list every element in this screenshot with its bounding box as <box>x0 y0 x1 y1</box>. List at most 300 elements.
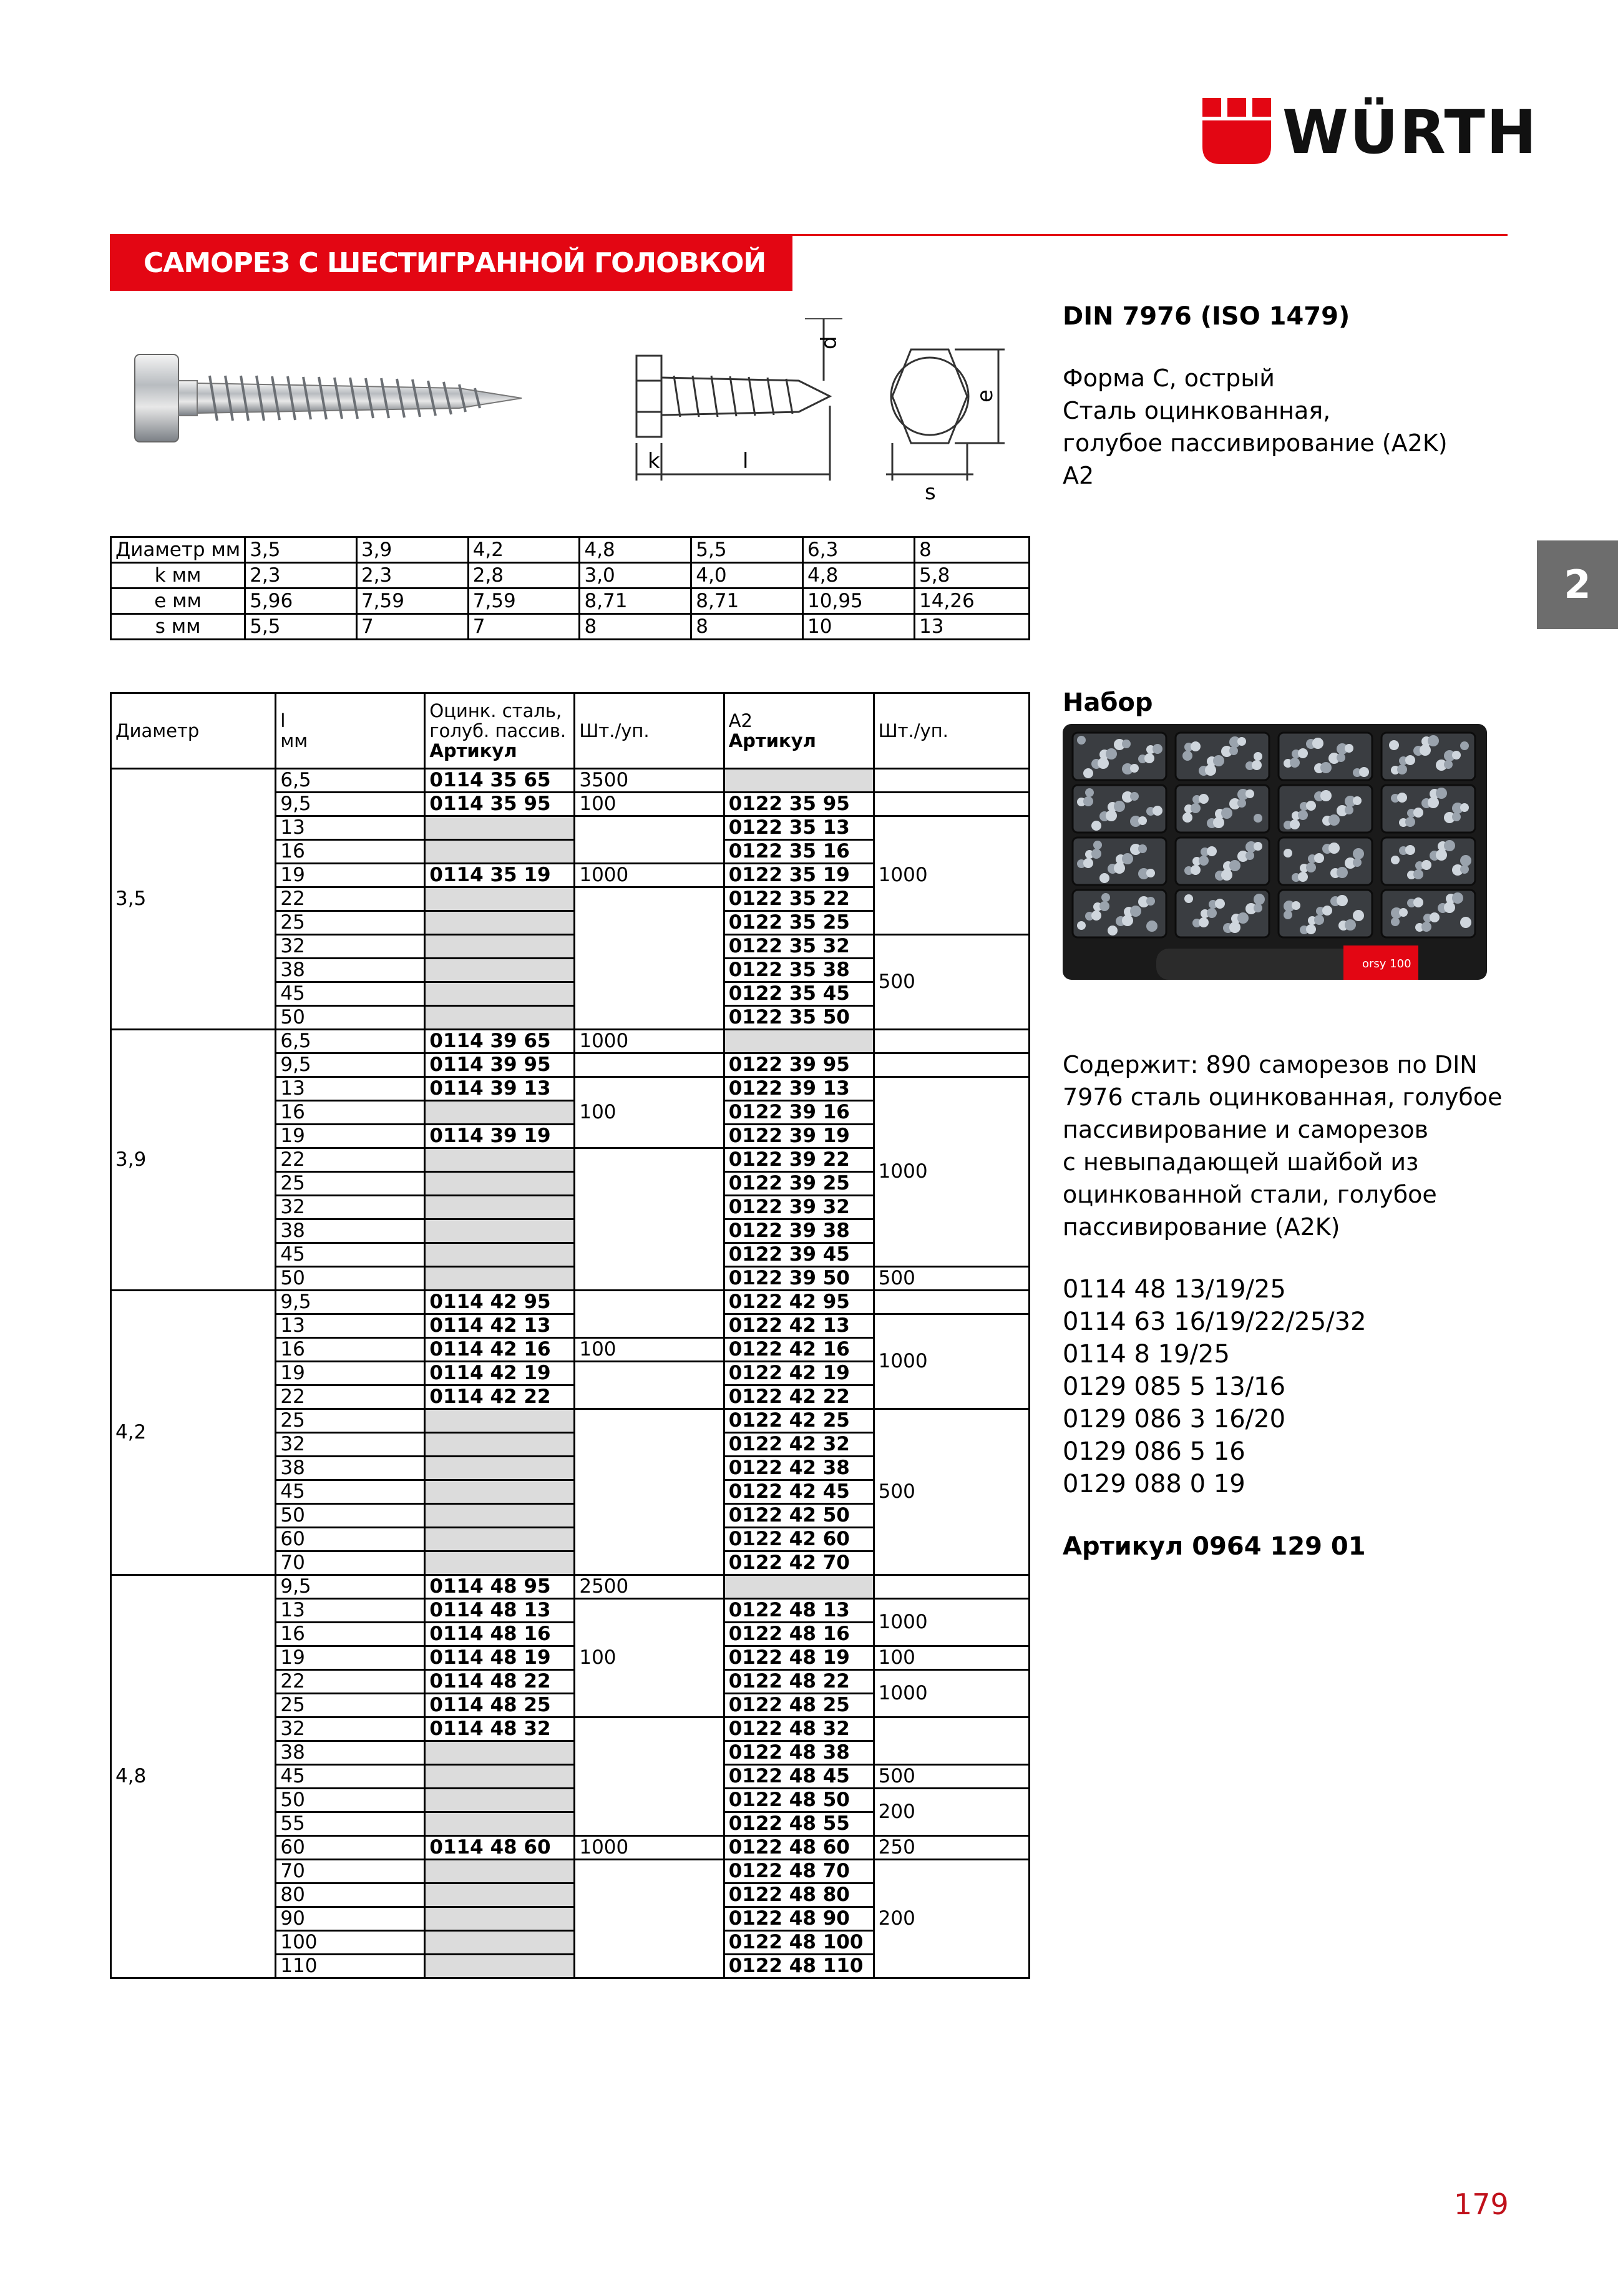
steel-article-cell <box>425 1267 575 1291</box>
a2-article-cell: 0122 35 95 <box>724 793 874 816</box>
screw-head-shape <box>1460 865 1469 874</box>
screw-head-shape <box>1199 856 1209 866</box>
a2-qty-cell <box>874 1717 1029 1765</box>
steel-article-cell: 0114 48 32 <box>425 1717 575 1741</box>
length-cell: 6,5 <box>276 1030 425 1053</box>
length-cell: 19 <box>276 1646 425 1670</box>
length-cell: 32 <box>276 935 425 959</box>
dim-d-label: d <box>817 336 842 349</box>
spec-cell: 8 <box>580 614 691 640</box>
assortment-case-image <box>1063 724 1499 992</box>
screw-head-shape <box>1199 794 1209 804</box>
steel-article-cell: 0114 48 60 <box>425 1836 575 1860</box>
a2-qty-cell: 500 <box>874 1409 1029 1575</box>
a2-article-cell: 0122 48 60 <box>724 1836 874 1860</box>
a2-article-cell: 0122 35 32 <box>724 935 874 959</box>
screw-head-shape <box>1122 853 1133 864</box>
spec-cell: 5,5 <box>691 537 803 563</box>
steel-article-cell <box>425 1765 575 1789</box>
a2-qty-cell: 1000 <box>874 1077 1029 1267</box>
length-cell: 60 <box>276 1836 425 1860</box>
a2-qty-cell <box>874 793 1029 816</box>
a2-article-cell: 0122 35 38 <box>724 959 874 982</box>
a2-article-cell: 0122 48 55 <box>724 1812 874 1836</box>
screw-head-shape <box>1292 901 1300 910</box>
a2-article-cell: 0122 42 13 <box>724 1314 874 1338</box>
article-table <box>110 692 1030 1979</box>
spec-cell: 4,8 <box>580 537 691 563</box>
steel-qty-cell: 100 <box>575 1077 724 1148</box>
screw-head-shape <box>1245 789 1254 798</box>
code-line: 0129 088 0 19 <box>1063 1470 1245 1498</box>
diameter-cell: 3,9 <box>111 1030 276 1291</box>
screw-head-shape <box>1252 760 1262 770</box>
screw-head-shape <box>1093 841 1102 849</box>
length-cell: 22 <box>276 1385 425 1409</box>
steel-article-cell <box>425 1219 575 1243</box>
table-row <box>111 769 1030 793</box>
steel-article-cell <box>425 1480 575 1504</box>
steel-qty-cell: 100 <box>575 1599 724 1717</box>
steel-article-cell <box>425 1172 575 1196</box>
diameter-cell: 3,5 <box>111 769 276 1030</box>
steel-qty-cell <box>575 1860 724 1978</box>
table-row <box>111 1030 1030 1053</box>
steel-article-cell: 0114 35 19 <box>425 864 575 887</box>
description-line: Форма С, острый <box>1063 364 1275 392</box>
screw-head-shape <box>1421 922 1431 932</box>
a2-qty-cell: 200 <box>874 1789 1029 1836</box>
steel-article-cell: 0114 42 16 <box>425 1338 575 1362</box>
a2-article-cell: 0122 42 19 <box>724 1362 874 1385</box>
screw-head-shape <box>1215 899 1225 909</box>
length-cell: 13 <box>276 1077 425 1101</box>
a2-qty-cell <box>874 1291 1029 1314</box>
screw-head-shape <box>1083 858 1093 868</box>
a2-article-cell: 0122 42 60 <box>724 1528 874 1551</box>
a2-article-cell: 0122 48 13 <box>724 1599 874 1623</box>
steel-article-cell <box>425 1955 575 1978</box>
screw-head-shape <box>1337 867 1348 878</box>
steel-qty-cell: 100 <box>575 1338 724 1362</box>
screw-head-shape <box>1444 760 1453 769</box>
steel-article-cell <box>425 1931 575 1955</box>
steel-article-cell <box>425 1148 575 1172</box>
screw-head-shape <box>1153 806 1162 816</box>
screw-head-shape <box>1101 893 1110 902</box>
screw-head-shape <box>1405 845 1415 855</box>
screw-head-shape <box>1199 917 1209 927</box>
screw-head-shape <box>1413 897 1423 907</box>
a2-article-cell: 0122 48 32 <box>724 1717 874 1741</box>
a2-article-cell: 0122 48 25 <box>724 1694 874 1717</box>
a2-qty-cell: 500 <box>874 935 1029 1030</box>
screw-head-shape <box>1085 788 1094 797</box>
screw-head-shape <box>1337 895 1348 906</box>
a2-article-cell: 0122 48 45 <box>724 1765 874 1789</box>
a2-qty-cell <box>874 1030 1029 1053</box>
steel-article-cell: 0114 39 95 <box>425 1053 575 1077</box>
screw-head-shape <box>1146 869 1155 877</box>
a2-article-cell: 0122 48 19 <box>724 1646 874 1670</box>
set-codes <box>1063 1273 1367 1500</box>
spec-cell: 3,5 <box>245 537 357 563</box>
length-cell: 22 <box>276 1148 425 1172</box>
screw-head-shape <box>1306 862 1316 872</box>
screw-head-shape <box>1320 790 1332 801</box>
set-article: Артикул 0964 129 01 <box>1063 1532 1366 1561</box>
spec-cell: 14,26 <box>915 589 1030 614</box>
description <box>1063 362 1512 492</box>
a2-qty-cell <box>874 1575 1029 1599</box>
screw-head-shape <box>1114 801 1125 812</box>
spec-cell: 7 <box>468 614 580 640</box>
a2-article-cell: 0122 35 19 <box>724 864 874 887</box>
code-line: 0129 086 5 16 <box>1063 1437 1245 1466</box>
steel-qty-cell <box>575 887 724 1030</box>
screw-head-shape <box>1397 765 1407 774</box>
diameter-cell: 4,2 <box>111 1291 276 1575</box>
length-cell: 110 <box>276 1955 425 1978</box>
a2-qty-cell <box>874 1053 1029 1077</box>
screw-head-shape <box>1122 915 1133 926</box>
a2-article-cell: 0122 42 95 <box>724 1291 874 1314</box>
contents-line: оцинкованной стали, голубое <box>1063 1181 1437 1208</box>
length-cell: 6,5 <box>276 769 425 793</box>
length-cell: 38 <box>276 1219 425 1243</box>
set-contents <box>1063 1048 1512 1243</box>
a2-article-cell: 0122 42 25 <box>724 1409 874 1433</box>
screw-head-shape <box>1337 753 1345 762</box>
spec-cell: 4,2 <box>468 537 580 563</box>
steel-article-cell: 0114 39 65 <box>425 1030 575 1053</box>
screw-head-shape <box>1099 901 1109 911</box>
steel-article-cell: 0114 39 13 <box>425 1077 575 1101</box>
screw-head-shape <box>1345 744 1353 753</box>
steel-article-cell <box>425 1860 575 1883</box>
steel-article-cell <box>425 1433 575 1457</box>
screw-head-shape <box>1254 904 1262 912</box>
length-cell: 13 <box>276 816 425 840</box>
screw-head-shape <box>1207 846 1217 856</box>
screw-head-shape <box>1077 921 1086 930</box>
screw-head-shape <box>1077 736 1086 745</box>
table-header-row <box>111 693 1030 769</box>
screw-head-shape <box>1284 911 1292 919</box>
length-cell: 45 <box>276 982 425 1006</box>
length-cell: 25 <box>276 1172 425 1196</box>
length-cell: 13 <box>276 1314 425 1338</box>
screw-head-shape <box>1153 744 1162 754</box>
steel-qty-cell: 2500 <box>575 1575 724 1599</box>
a2-article-cell: 0122 42 32 <box>724 1433 874 1457</box>
a2-qty-cell: 100 <box>874 1646 1029 1670</box>
steel-article-cell: 0114 42 22 <box>425 1385 575 1409</box>
set-title: Набор <box>1063 688 1153 717</box>
steel-article-cell: 0114 48 16 <box>425 1623 575 1646</box>
steel-article-cell: 0114 42 95 <box>425 1291 575 1314</box>
contents-line: пассивирование (A2K) <box>1063 1213 1340 1241</box>
steel-article-cell <box>425 911 575 935</box>
length-cell: 45 <box>276 1765 425 1789</box>
screw-head-shape <box>1254 894 1265 905</box>
screw-head-shape <box>1345 919 1356 931</box>
a2-article-cell: 0122 39 19 <box>724 1125 874 1148</box>
a2-article-cell: 0122 35 13 <box>724 816 874 840</box>
spec-cell: 8 <box>915 537 1030 563</box>
steel-qty-cell: 3500 <box>575 769 724 793</box>
screw-head-shape <box>1452 813 1461 821</box>
screw-head-shape <box>1106 810 1117 821</box>
contents-line: с невыпадающей шайбой из <box>1063 1148 1419 1176</box>
length-cell: 32 <box>276 1196 425 1219</box>
length-cell: 100 <box>276 1931 425 1955</box>
screw-head-shape <box>1353 858 1362 867</box>
screw-technical-drawing <box>618 318 1017 506</box>
contents-line: Содержит: 890 саморезов по DIN <box>1063 1051 1478 1078</box>
screw-head-shape <box>1091 911 1101 921</box>
screw-head-shape <box>1191 803 1201 813</box>
steel-article-cell <box>425 1528 575 1551</box>
screw-head-shape <box>1130 792 1139 801</box>
screw-head-shape <box>1430 912 1440 922</box>
a2-article-cell: 0122 35 50 <box>724 1006 874 1030</box>
a2-article-cell: 0122 42 16 <box>724 1338 874 1362</box>
screw-head-shape <box>1444 840 1455 851</box>
a2-article-cell: 0122 42 50 <box>724 1504 874 1528</box>
steel-article-cell <box>425 959 575 982</box>
spec-cell: 5,8 <box>915 563 1030 589</box>
steel-article-cell <box>425 1409 575 1433</box>
dimension-table <box>110 536 1030 640</box>
screw-head-shape <box>1254 842 1262 851</box>
screw-head-shape <box>1391 917 1400 926</box>
screw-head-shape <box>1328 843 1340 854</box>
spec-cell: 13 <box>915 614 1030 640</box>
a2-article-cell <box>724 1030 874 1053</box>
description-line: Сталь оцинкованная, <box>1063 397 1331 424</box>
page-number: 179 <box>1454 2187 1509 2221</box>
steel-article-cell: 0114 48 95 <box>425 1575 575 1599</box>
length-cell: 70 <box>276 1860 425 1883</box>
a2-article-cell: 0122 42 38 <box>724 1457 874 1480</box>
length-cell: 16 <box>276 1623 425 1646</box>
screw-head-shape <box>1399 908 1408 917</box>
contents-line: 7976 сталь оцинкованная, голубое <box>1063 1083 1503 1111</box>
steel-qty-cell <box>575 1362 724 1409</box>
screw-head-shape <box>1146 921 1157 932</box>
screw-head-shape <box>1091 821 1101 831</box>
code-line: 0129 086 3 16/20 <box>1063 1405 1286 1434</box>
screw-head-shape <box>1359 767 1369 777</box>
steel-qty-cell <box>575 1053 724 1077</box>
screw-head-shape <box>1284 849 1292 857</box>
screw-head-shape <box>1420 745 1431 756</box>
steel-qty-cell: 100 <box>575 793 724 816</box>
screw-head-shape <box>1290 758 1300 768</box>
screw-head-shape <box>1254 752 1262 761</box>
spec-cell: 2,8 <box>468 563 580 589</box>
screw-head-shape <box>1138 816 1147 825</box>
spec-cell: 5,5 <box>245 614 357 640</box>
length-cell: 19 <box>276 1125 425 1148</box>
spec-label: s мм <box>111 614 245 640</box>
screw-head-shape <box>1314 853 1324 863</box>
length-cell: 22 <box>276 1670 425 1694</box>
wurth-emblem-icon <box>1202 98 1271 164</box>
screw-head-shape <box>1098 758 1109 769</box>
steel-article-cell <box>425 1006 575 1030</box>
steel-article-cell <box>425 840 575 864</box>
steel-article-cell <box>425 1196 575 1219</box>
spec-row <box>111 537 1030 563</box>
a2-article-cell: 0122 48 80 <box>724 1883 874 1907</box>
steel-article-cell: 0114 35 95 <box>425 793 575 816</box>
screw-head-shape <box>1298 810 1308 820</box>
a2-qty-cell: 200 <box>874 1860 1029 1978</box>
a2-article-cell: 0122 48 90 <box>724 1907 874 1931</box>
a2-article-cell: 0122 48 16 <box>724 1623 874 1646</box>
dim-s-label: s <box>925 480 936 505</box>
a2-article-cell: 0122 48 50 <box>724 1789 874 1812</box>
steel-article-cell: 0114 42 19 <box>425 1362 575 1385</box>
a2-article-cell: 0122 35 16 <box>724 840 874 864</box>
screw-head-shape <box>1290 819 1300 829</box>
screw-head-shape <box>1328 814 1340 826</box>
a2-qty-cell: 500 <box>874 1267 1029 1291</box>
a2-article-cell: 0122 35 25 <box>724 911 874 935</box>
spec-cell: 2,3 <box>356 563 468 589</box>
spec-cell: 3,0 <box>580 563 691 589</box>
spec-cell: 8,71 <box>580 589 691 614</box>
a2-article-cell <box>724 769 874 793</box>
length-cell: 9,5 <box>276 1053 425 1077</box>
spec-row <box>111 614 1030 640</box>
spec-row <box>111 563 1030 589</box>
screw-head-shape <box>1312 738 1323 749</box>
screw-head-shape <box>1184 894 1193 903</box>
a2-article-cell: 0122 39 32 <box>724 1196 874 1219</box>
header-length-symbol: l <box>280 710 286 731</box>
header-qty2: Шт./уп. <box>874 693 1029 769</box>
screw-head-shape <box>1221 808 1232 819</box>
length-cell: 9,5 <box>276 1291 425 1314</box>
a2-article-cell: 0122 39 95 <box>724 1053 874 1077</box>
screw-head-shape <box>1353 848 1364 859</box>
standard-label: DIN 7976 (ISO 1479) <box>1063 302 1350 331</box>
table-row <box>111 1291 1030 1314</box>
screw-head-shape <box>1298 872 1308 882</box>
screw-head-shape <box>1397 793 1407 803</box>
length-cell: 9,5 <box>276 1575 425 1599</box>
a2-qty-cell: 250 <box>874 1836 1029 1860</box>
steel-article-cell <box>425 1741 575 1765</box>
screw-head-shape <box>1083 796 1093 806</box>
screw-head-shape <box>1460 803 1469 812</box>
a2-qty-cell <box>874 769 1029 793</box>
screw-head-shape <box>1345 806 1353 814</box>
spec-cell: 2,3 <box>245 563 357 589</box>
length-cell: 32 <box>276 1433 425 1457</box>
screw-head-shape <box>1083 768 1093 778</box>
a2-qty-cell: 1000 <box>874 1670 1029 1717</box>
spec-cell: 6,3 <box>803 537 915 563</box>
screw-head-shape <box>1191 865 1201 875</box>
description-line: голубое пассивирование (A2K) <box>1063 429 1448 457</box>
length-cell: 25 <box>276 1694 425 1717</box>
length-cell: 45 <box>276 1243 425 1267</box>
header-steel-article: Артикул <box>429 740 517 761</box>
steel-article-cell <box>425 982 575 1006</box>
steel-qty-cell: 1000 <box>575 1836 724 1860</box>
screw-head-shape <box>1213 817 1224 828</box>
screw-head-shape <box>1413 869 1423 879</box>
contents-line: пассивирование и саморезов <box>1063 1116 1428 1143</box>
header-length-unit: мм <box>280 730 308 751</box>
a2-qty-cell: 1000 <box>874 1314 1029 1409</box>
logo-text: WÜRTH <box>1282 97 1538 167</box>
spec-cell: 4,0 <box>691 563 803 589</box>
length-cell: 32 <box>276 1717 425 1741</box>
a2-article-cell <box>724 1575 874 1599</box>
screw-head-shape <box>1460 917 1471 928</box>
screw-head-shape <box>1389 740 1399 750</box>
spec-label: Диаметр мм <box>111 537 245 563</box>
screw-head-shape <box>1405 817 1415 827</box>
header-steel-line: Оцинк. сталь, <box>429 700 562 721</box>
length-cell: 9,5 <box>276 793 425 816</box>
screw-head-shape <box>1353 910 1364 921</box>
screw-head-shape <box>1144 753 1154 763</box>
code-line: 0114 8 19/25 <box>1063 1340 1230 1369</box>
screw-head-shape <box>1099 873 1109 883</box>
screw-head-shape <box>1146 897 1155 906</box>
steel-article-cell <box>425 935 575 959</box>
a2-article-cell: 0122 48 100 <box>724 1931 874 1955</box>
steel-article-cell: 0114 48 19 <box>425 1646 575 1670</box>
screw-head-shape <box>1353 796 1362 805</box>
screw-head-shape <box>1182 751 1192 761</box>
length-cell: 70 <box>276 1551 425 1575</box>
length-cell: 50 <box>276 1006 425 1030</box>
steel-qty-cell <box>575 816 724 864</box>
screw-head-shape <box>1428 797 1439 808</box>
steel-article-cell: 0114 48 13 <box>425 1599 575 1623</box>
description-line: A2 <box>1063 462 1094 489</box>
steel-qty-cell: 1000 <box>575 1030 724 1053</box>
a2-article-cell: 0122 39 38 <box>724 1219 874 1243</box>
screw-head-shape <box>1229 746 1238 755</box>
steel-qty-cell <box>575 1148 724 1291</box>
screw-head-shape <box>1322 906 1332 916</box>
screw-head-shape <box>1229 922 1240 933</box>
steel-qty-cell: 1000 <box>575 864 724 887</box>
header-a2-label: A2 <box>728 710 753 731</box>
a2-article-cell: 0122 39 13 <box>724 1077 874 1101</box>
screw-head-shape <box>1229 860 1240 871</box>
length-cell: 16 <box>276 1101 425 1125</box>
length-cell: 50 <box>276 1267 425 1291</box>
screw-photo <box>110 306 553 518</box>
screw-head-shape <box>1221 869 1232 881</box>
table-row <box>111 1575 1030 1599</box>
length-cell: 38 <box>276 1457 425 1480</box>
steel-article-cell <box>425 1101 575 1125</box>
spec-row <box>111 589 1030 614</box>
screw-head-shape <box>1421 860 1431 870</box>
screw-head-shape <box>1460 741 1469 750</box>
screw-head-shape <box>1254 814 1262 823</box>
